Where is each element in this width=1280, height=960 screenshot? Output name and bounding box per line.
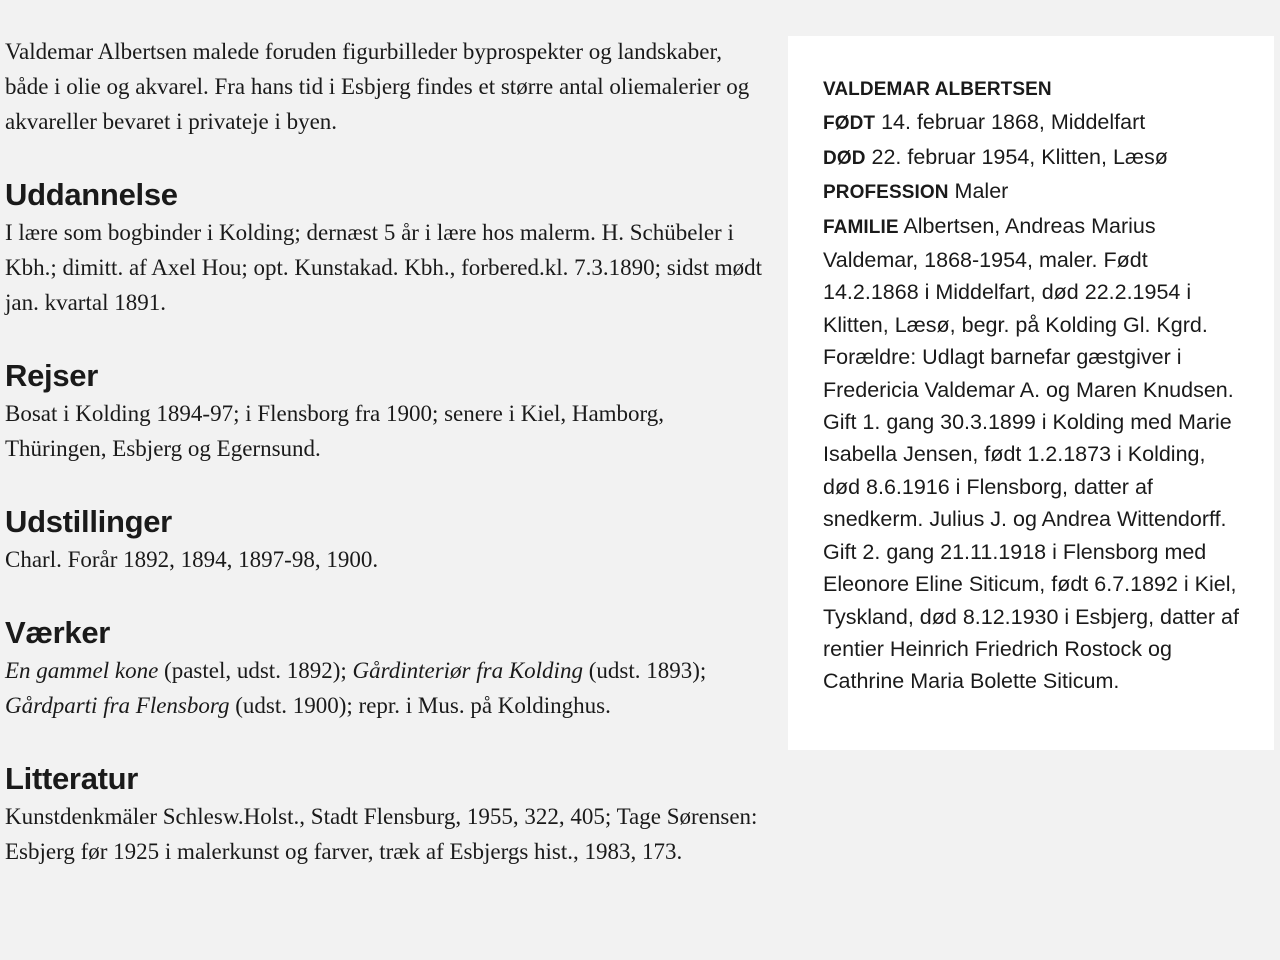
literature-heading: Litteratur — [5, 761, 139, 796]
fact-profession-label: PROFESSION — [823, 182, 949, 204]
work-title: Gårdparti fra Flensborg — [5, 693, 230, 718]
work-title: En gammel kone — [5, 658, 159, 683]
fact-born-value: 14. februar 1868, Middelfart — [875, 110, 1146, 135]
fact-profession-value: Maler — [948, 179, 1009, 204]
literature-text: Kunstdenkmäler Schlesw.Holst., Stadt Flensburg, 1955, 322, 405; Tage Sørensen: Esbjerg før 1925 i malerkunst og farver, træk af Esbjergs hist., 1983, 173. — [5, 804, 758, 864]
fact-box — [788, 36, 1274, 750]
fact-family-label: FAMILIE — [823, 216, 899, 238]
fact-died-value: 22. februar 1954, Klitten, Læsø — [865, 144, 1168, 169]
work-note: (udst. 1900); repr. i Mus. på Koldinghus. — [229, 693, 611, 718]
travels-heading: Rejser — [5, 358, 98, 393]
works-heading: Værker — [5, 615, 111, 650]
fact-born — [823, 106, 1240, 140]
fact-born-label: FØDT — [823, 113, 876, 135]
fact-died — [823, 141, 1240, 175]
fact-profession — [823, 175, 1240, 209]
fact-family — [823, 210, 1240, 698]
work-title: Gårdinteriør fra Kolding — [352, 658, 583, 683]
fact-died-label: DØD — [823, 147, 866, 169]
fact-box-name: VALDEMAR ALBERTSEN — [823, 79, 1052, 100]
exhibitions-text: Charl. Forår 1892, 1894, 1897-98, 1900. — [5, 547, 379, 572]
intro-paragraph: Valdemar Albertsen malede foruden figurbilleder byprospekter og landskaber, både i olie og akvarel. Fra hans tid i Esbjerg findes et større antal oliemalerier og akvareller bevaret i privateje i byen. — [5, 39, 750, 134]
education-heading: Uddannelse — [5, 177, 178, 212]
travels-text: Bosat i Kolding 1894-97; i Flensborg fra 1900; senere i Kiel, Hamborg, Thüringen, Esbjerg og Egernsund. — [5, 401, 665, 461]
article-body — [5, 34, 765, 869]
work-note: (udst. 1893); — [582, 658, 707, 683]
work-note: (pastel, udst. 1892); — [158, 658, 353, 683]
exhibitions-heading: Udstillinger — [5, 504, 172, 539]
works-text — [5, 653, 765, 723]
education-text: I lære som bogbinder i Kolding; dernæst 5 år i lære hos malerm. H. Schübeler i Kbh.; dimitt. af Axel Hou; opt. Kunstakad. Kbh., forbered.kl. 7.3.1890; sidst mødt jan. kvartal 1891. — [5, 220, 763, 315]
fact-family-value: Albertsen, Andreas Marius Valdemar, 1868-1954, maler. Født 14.2.1868 i Middelfart, død 22.2.1954 i Klitten, Læsø, begr. på Kolding Gl. Kgrd. Forældre: Udlagt barnefar gæstgiver i Fredericia Valdemar A. og Maren Knudsen. Gift 1. gang 30.3.1899 i Kolding med Marie Isabella Jensen, født 1.2.1873 i Kolding, død 8.6.1916 i Flensborg, datter af snedkerm. Julius J. og Andrea Wittendorff. Gift 2. gang 21.11.1918 i Flensborg med Eleonore Eline Siticum, født 6.7.1892 i Kiel, Tyskland, død 8.12.1930 i Esbjerg, datter af rentier Heinrich Friedrich Rostock og Cathrine Maria Bolette Siticum. — [823, 213, 1239, 694]
